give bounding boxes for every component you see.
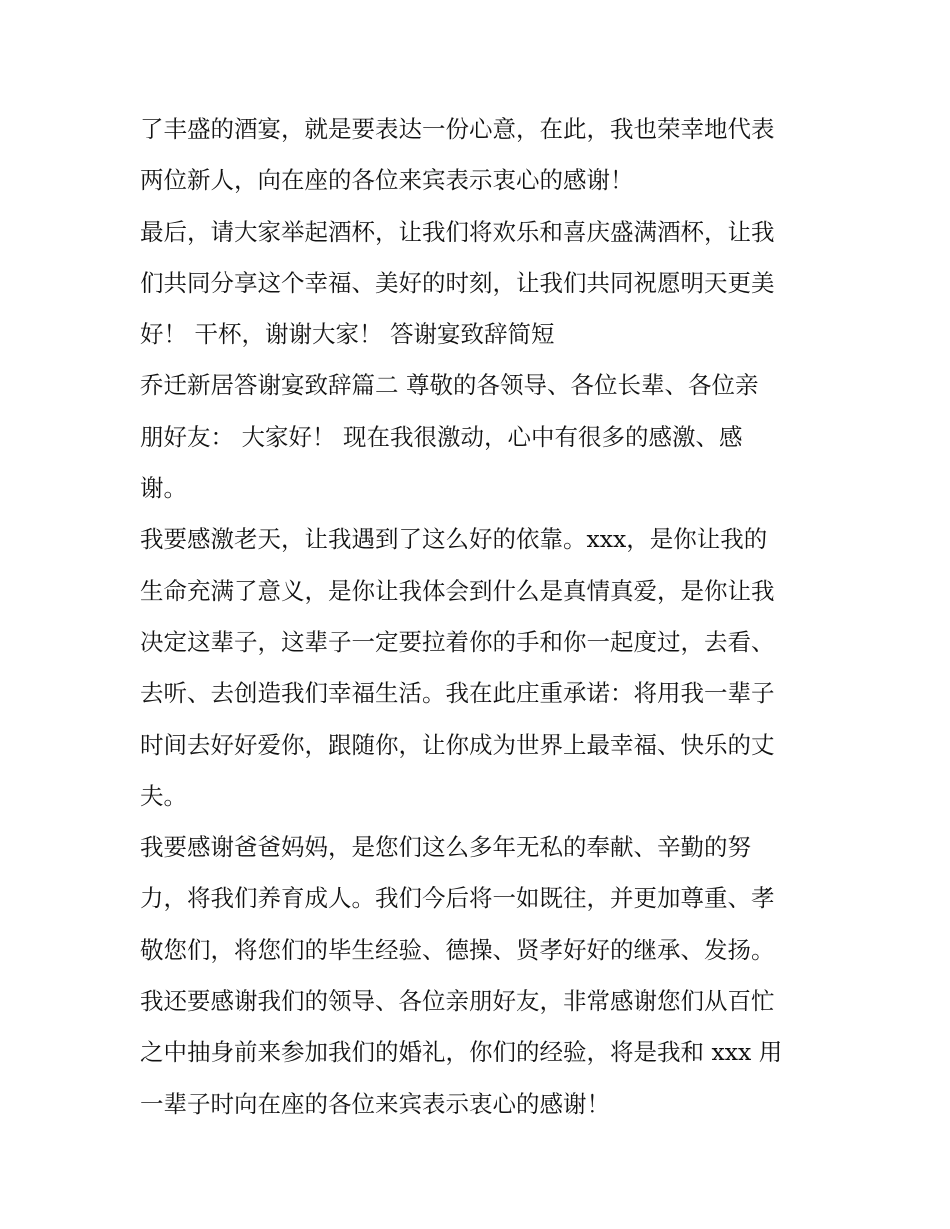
- text-line: 我要感谢爸爸妈妈，是您们这么多年无私的奉献、辛勤的努: [140, 833, 751, 862]
- text-line: 两位新人，向在座的各位来宾表示衷心的感谢！: [140, 166, 634, 195]
- text-line: 敬您们，将您们的毕生经验、德操、贤孝好好的继承、发扬。: [140, 935, 775, 964]
- text-line: 时间去好好爱你，跟随你，让你成为世界上最幸福、快乐的丈: [140, 730, 775, 759]
- text-line: 朋好友： 大家好！ 现在我很激动，心中有很多的感激、感: [140, 422, 743, 451]
- text-line: 乔迁新居答谢宴致辞篇二 尊敬的各领导、各位长辈、各位亲: [140, 371, 759, 400]
- text-line: 之中抽身前来参加我们的婚礼，你们的经验，将是我和 xxx 用: [140, 1038, 783, 1067]
- text-line: 谢。: [140, 474, 187, 503]
- text-line: 夫。: [140, 781, 187, 810]
- text-line: 了丰盛的酒宴，就是要表达一份心意，在此，我也荣幸地代表: [140, 115, 775, 143]
- text-line: 力，将我们养育成人。我们今后将一如既往，并更加尊重、孝: [140, 884, 775, 913]
- text-line: 我要感激老天，让我遇到了这么好的依靠。xxx，是你让我的: [140, 525, 768, 554]
- document-body: [140, 104, 820, 1130]
- text-line: 决定这辈子，这辈子一定要拉着你的手和你一起度过，去看、: [140, 627, 775, 656]
- text-line: 去听、去创造我们幸福生活。我在此庄重承诺：将用我一辈子: [140, 679, 775, 708]
- text-line: 一辈子时向在座的各位来宾表示衷心的感谢！: [140, 1089, 610, 1118]
- text-line: 我还要感谢我们的领导、各位亲朋好友，非常感谢您们从百忙: [140, 987, 775, 1016]
- text-line: 好！ 干杯，谢谢大家！ 答谢宴致辞简短: [140, 320, 555, 349]
- text-line: 生命充满了意义，是你让我体会到什么是真情真爱，是你让我: [140, 576, 775, 605]
- text-line: 们共同分享这个幸福、美好的时刻，让我们共同祝愿明天更美: [140, 268, 775, 297]
- text-line: 最后，请大家举起酒杯，让我们将欢乐和喜庆盛满酒杯，让我: [140, 217, 775, 246]
